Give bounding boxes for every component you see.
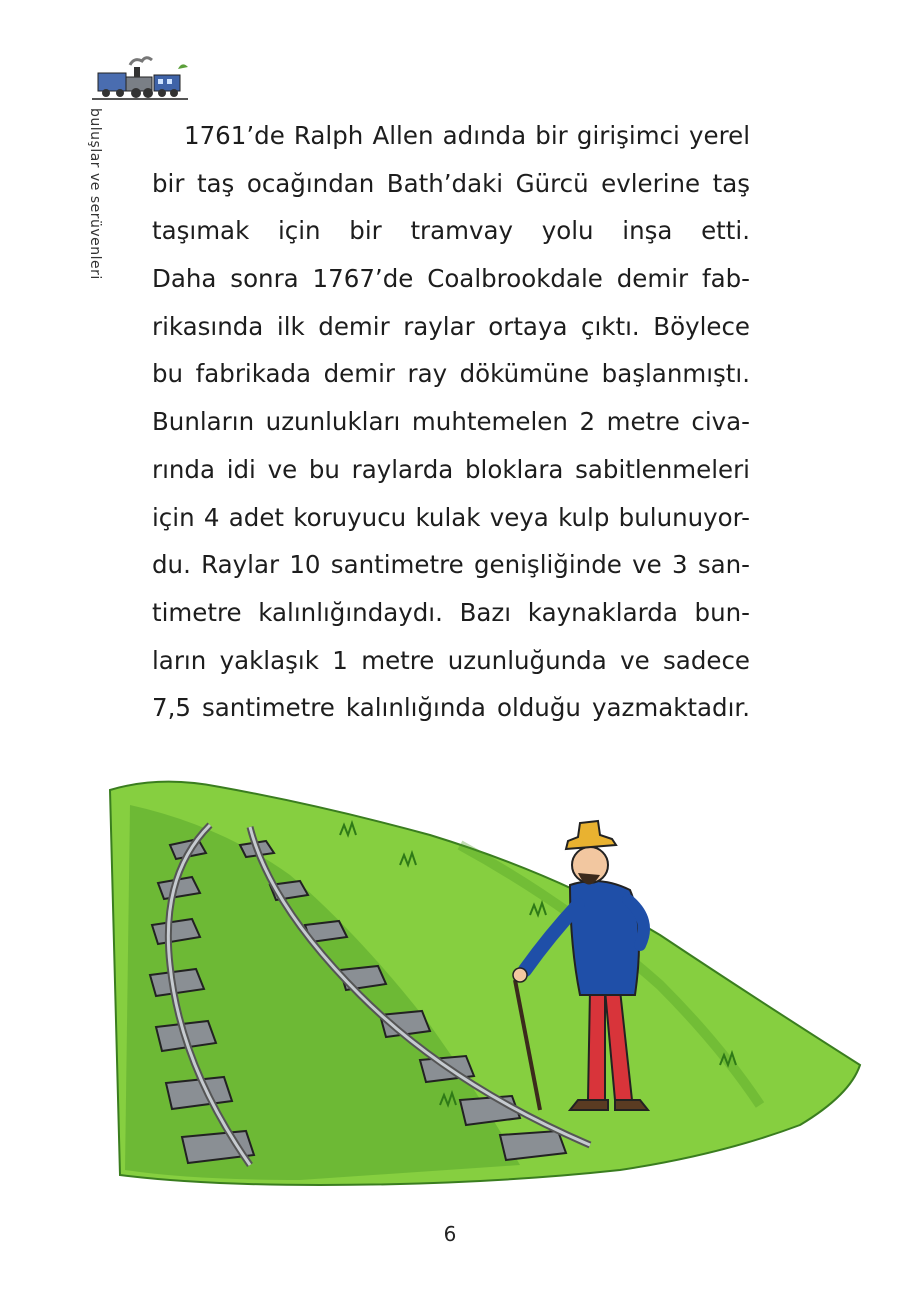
text-line: Bunların uzunlukları muhtemelen 2 metre civa-: [152, 407, 750, 437]
text-line: 7,5 santimetre kalınlığında olduğu yazmaktadır.: [152, 693, 750, 723]
text-line: 1761’de Ralph Allen adında bir girişimci yerel: [184, 121, 750, 150]
text-line: du. Raylar 10 santimetre genişliğinde ve 3 san-: [152, 550, 750, 580]
text-line: rikasında ilk demir raylar ortaya çıktı. Böylece: [152, 311, 750, 341]
page-number: 6: [443, 1222, 457, 1246]
text-line: rında idi ve bu raylarda bloklara sabitlenmeleri: [152, 454, 750, 484]
text-line: bir taş ocağından Bath’daki Gürcü evlerine taş: [152, 168, 750, 198]
text-line: timetre kalınlığındaydı. Bazı kaynaklarda bun-: [152, 597, 750, 627]
text-line: ların yaklaşık 1 metre uzunluğunda ve sadece: [152, 645, 750, 675]
text-line: bu fabrikada demir ray dökümüne başlanmıştı.: [152, 359, 750, 389]
series-side-label: [82, 108, 108, 298]
body-paragraph: [152, 112, 750, 732]
steam-train-icon: [90, 55, 190, 105]
text-line: taşımak için bir tramvay yolu inşa etti.: [152, 216, 750, 246]
side-label-text: buluşlar ve serüvenleri: [87, 108, 103, 280]
text-line: Daha sonra 1767’de Coalbrookdale demir fab-: [152, 264, 750, 294]
text-line: için 4 adet koruyucu kulak veya kulp bulunuyor-: [152, 502, 750, 532]
railway-illustration: [100, 765, 870, 1195]
